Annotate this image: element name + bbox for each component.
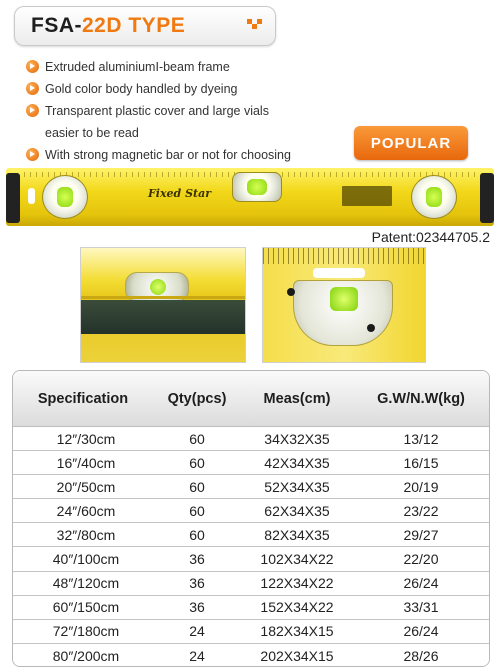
cell-spec: 40″/100cm (52, 551, 120, 568)
cell-qty: 60 (189, 478, 205, 495)
level-end-cap (6, 173, 20, 223)
magnetic-bar (81, 300, 245, 334)
popular-badge: POPULAR (354, 126, 468, 160)
cell-spec: 80″/200cm (52, 647, 120, 664)
table-row (13, 547, 489, 571)
column-header: Specification (37, 390, 129, 407)
cell-weight: 16/15 (403, 454, 439, 471)
table-row (13, 620, 489, 644)
cell-meas: 52X34X35 (264, 478, 330, 495)
cell-qty: 36 (189, 599, 205, 616)
arrow-bullet-icon (26, 60, 39, 73)
table-row (13, 427, 489, 451)
accuracy-label-sticker (342, 186, 392, 206)
feature-text: Extruded aluminiumI-beam frame (45, 60, 230, 74)
cell-qty: 60 (189, 454, 205, 471)
column-header: Meas(cm) (263, 390, 331, 407)
arrow-bullet-icon (26, 104, 39, 117)
feature-item (26, 78, 336, 100)
detail-photo-magnetic-bar (80, 247, 246, 363)
cell-weight: 28/26 (403, 647, 439, 664)
checker-deco-icon (247, 19, 263, 33)
cell-qty: 24 (189, 623, 205, 640)
table-header (13, 371, 489, 427)
cell-weight: 13/12 (403, 430, 439, 447)
cell-weight: 26/24 (403, 575, 439, 592)
table-body (13, 427, 489, 667)
arrow-bullet-icon (26, 148, 39, 161)
cell-spec: 60″/150cm (52, 599, 120, 616)
cell-qty: 36 (189, 551, 205, 568)
ruler-scale (263, 248, 425, 264)
cell-qty: 60 (189, 526, 205, 543)
table-row (13, 596, 489, 620)
cell-weight: 26/24 (403, 623, 439, 640)
title-type: 22D TYPE (82, 14, 186, 37)
arrow-bullet-icon (26, 82, 39, 95)
cell-meas: 42X34X35 (264, 454, 330, 471)
cell-qty: 36 (189, 575, 205, 592)
feature-item (26, 56, 336, 78)
table-row (13, 451, 489, 475)
table-row (13, 523, 489, 547)
feature-text: Transparent plastic cover and large vials easier to be read (45, 104, 269, 140)
cell-meas: 34X32X35 (264, 430, 330, 447)
cell-spec: 48″/120cm (52, 575, 120, 592)
cell-qty: 60 (189, 502, 205, 519)
hang-hole (313, 268, 365, 278)
cell-meas: 202X34X15 (260, 647, 334, 664)
cell-meas: 152X34X22 (260, 599, 334, 616)
brand-logo: Fixed Star (148, 187, 212, 200)
cell-weight: 20/19 (403, 478, 439, 495)
vial-icon (232, 172, 282, 202)
cell-weight: 23/22 (403, 502, 439, 519)
table-row (13, 475, 489, 499)
spirit-level-image (6, 168, 494, 226)
cell-spec: 20″/50cm (56, 478, 116, 495)
vial-icon (411, 175, 457, 219)
feature-text: Gold color body handled by dyeing (45, 82, 238, 96)
cell-meas: 102X34X22 (260, 551, 334, 568)
cell-spec: 72″/180cm (52, 623, 120, 640)
cell-weight: 33/31 (403, 599, 439, 616)
table-row (13, 499, 489, 523)
table-row (13, 644, 489, 667)
column-header: Qty(pcs) (167, 390, 227, 407)
cell-spec: 16″/40cm (56, 454, 116, 471)
title-banner (14, 6, 276, 46)
detail-photo-vial (262, 247, 426, 363)
level-hang-hole (28, 188, 35, 204)
feature-item (26, 144, 336, 166)
screw-icon (367, 324, 375, 332)
cell-spec: 12″/30cm (56, 430, 116, 447)
cell-meas: 62X34X35 (264, 502, 330, 519)
spec-table (12, 370, 490, 667)
cell-spec: 32″/80cm (56, 526, 116, 543)
vial-icon (293, 280, 393, 346)
cell-spec: 24″/60cm (56, 502, 116, 519)
column-header: G.W/N.W(kg) (377, 390, 465, 407)
feature-item (26, 100, 336, 144)
cell-weight: 29/27 (403, 526, 439, 543)
patent-number: Patent:02344705.2 (371, 229, 490, 245)
title-model: FSA- (31, 14, 82, 37)
screw-icon (287, 288, 295, 296)
cell-meas: 122X34X22 (260, 575, 334, 592)
cell-qty: 60 (189, 430, 205, 447)
cell-meas: 82X34X35 (264, 526, 330, 543)
level-end-cap (480, 173, 494, 223)
cell-meas: 182X34X15 (260, 623, 334, 640)
cell-qty: 24 (189, 647, 205, 664)
feature-list (26, 56, 336, 166)
cell-weight: 22/20 (403, 551, 439, 568)
vial-icon (42, 175, 88, 219)
table-row (13, 572, 489, 596)
feature-text: With strong magnetic bar or not for choosing (45, 148, 291, 162)
